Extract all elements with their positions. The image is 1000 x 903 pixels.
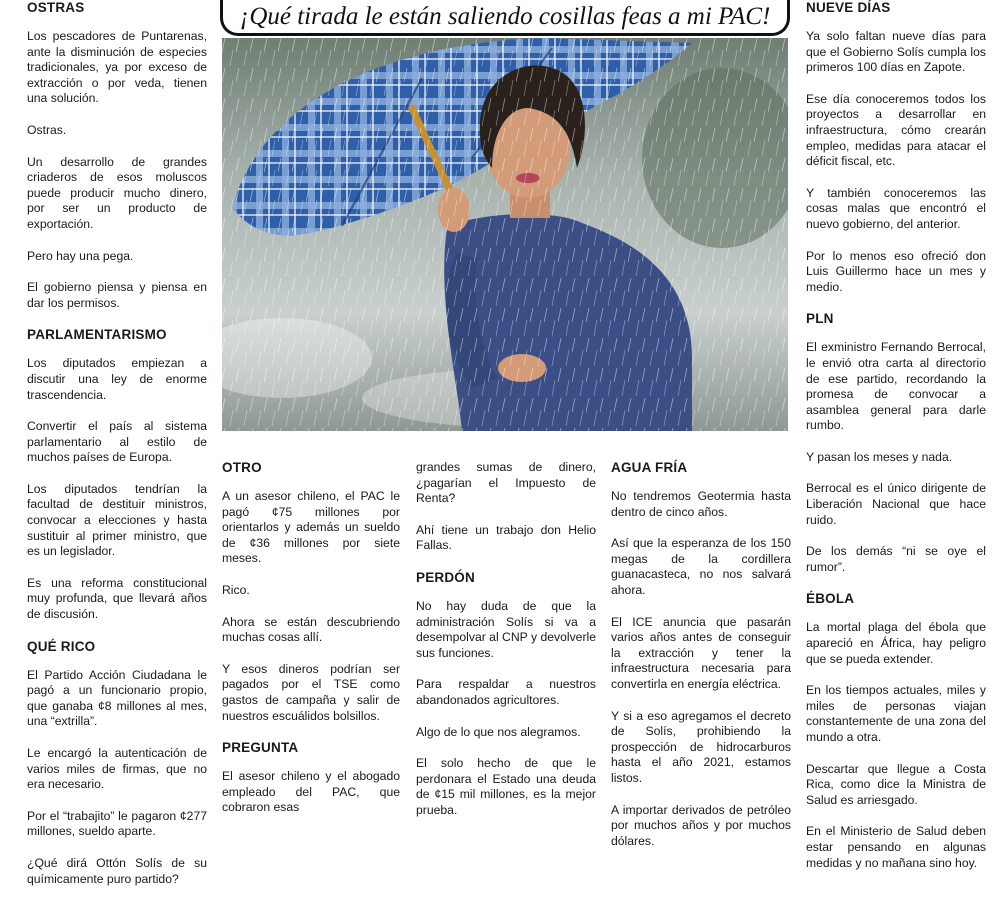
paragraph: Convertir el país al sistema parlamentario al estilo de muchos países de Europa. [27, 419, 207, 465]
rain-umbrella-photo [222, 38, 788, 431]
section-heading: PARLAMENTARISMO [27, 327, 167, 343]
paragraph: Los pescadores de Puntarenas, ante la disminución de especies tradicionales, ya por exceso de extracción o por veda, tienen una solución. [27, 29, 207, 106]
paragraph: grandes sumas de dinero, ¿pagarían el Impuesto de Renta? [416, 460, 596, 506]
paragraph: El ICE anuncia que pasarán varios años antes de conseguir la extracción y tener la infraestructura necesaria para convertirla en energía eléctrica. [611, 614, 791, 691]
paragraph: El gobierno piensa y piensa en dar los permisos. [27, 280, 207, 310]
paragraph: Los diputados empiezan a discutir una ley de enorme trascendencia. [27, 356, 207, 402]
column-4 [611, 460, 791, 865]
paragraph: El solo hecho de que le perdonara el Estado una deuda de ¢15 mil millones, es la mejor prueba. [416, 756, 596, 817]
paragraph: En los tiempos actuales, miles y miles de personas viajan constantemente de una zona del mundo a otra. [806, 683, 986, 744]
paragraph: Le encargó la autenticación de varios miles de firmas, que no era necesario. [27, 746, 207, 792]
paragraph: El asesor chileno y el abogado empleado del PAC, que cobraron esas [222, 769, 400, 815]
paragraph: No tendremos Geotermia hasta dentro de cinco años. [611, 489, 791, 519]
column-1 [27, 0, 207, 903]
section-heading: OSTRAS [27, 0, 85, 15]
paragraph: A importar derivados de petróleo por muchos años y por muchos dólares. [611, 802, 791, 848]
paragraph: Ahora se están descubriendo muchas cosas allí. [222, 614, 400, 645]
paragraph: Por el “trabajito” le pagaron ¢277 millones, sueldo aparte. [27, 808, 207, 839]
paragraph: Para respaldar a nuestros abandonados agricultores. [416, 677, 596, 707]
paragraph: La mortal plaga del ébola que apareció en África, hay peligro que se pueda extender. [806, 620, 986, 666]
paragraph: De los demás “ni se oye el rumor”. [806, 544, 986, 574]
section-heading: PERDÓN [416, 569, 475, 585]
paragraph: Y pasan los meses y nada. [806, 449, 953, 464]
paragraph: Así que la esperanza de los 150 megas de la cordillera guanacasteca, no nos salvará ahora. [611, 536, 791, 597]
column-2 [222, 460, 400, 832]
section-heading: PLN [806, 311, 834, 327]
paragraph: Rico. [222, 582, 250, 597]
paragraph: El Partido Acción Ciudadana le pagó a un funcionario propio, que ganaba ¢8 millones al mes, una “extrilla”. [27, 667, 207, 729]
paragraph: Por lo menos eso ofreció don Luis Guillermo hace un mes y medio. [806, 248, 986, 294]
paragraph: Y esos dineros podrían ser pagados por el TSE como gastos de campaña y salir de nuestros escuálidos bolsillos. [222, 661, 400, 723]
paragraph: Pero hay una pega. [27, 248, 134, 263]
headline: ¡Qué tirada le están saliendo cosillas feas a mi PAC! [239, 2, 771, 30]
paragraph: Ya solo faltan nueve días para que el Gobierno Solís cumpla los primeros 100 días en Zapote. [806, 29, 986, 75]
paragraph: Ostras. [27, 122, 67, 137]
paragraph: Y también conoceremos las cosas malas que encontró el nuevo gobierno, del anterior. [806, 185, 986, 231]
paragraph: Descartar que llegue a Costa Rica, como dice la Ministra de Salud es arriesgado. [806, 761, 986, 807]
headline-banner [220, 0, 790, 36]
paragraph: Y si a eso agregamos el decreto de Solís, prohibiendo la prospección de hidrocarburos hasta el año 2021, estamos listos. [611, 708, 791, 785]
paragraph: Berrocal es el único dirigente de Liberación Nacional que hace ruido. [806, 481, 986, 527]
section-heading: PREGUNTA [222, 740, 299, 756]
paragraph: Los diputados tendrían la facultad de destituir ministros, convocar a elecciones y hasta sustituir al primer ministro, que es un legislador. [27, 481, 207, 559]
paragraph: Ese día conoceremos todos los proyectos a desarrollar en infraestructura, cómo crearán empleo, medidas para atacar el déficit fiscal, etc. [806, 91, 986, 169]
column-3 [416, 460, 596, 835]
paragraph: El exministro Fernando Berrocal, le envió otra carta al directorio de ese partido, recordando la promesa de convocar a asamblea general para darle rumbo. [806, 340, 986, 433]
paragraph: No hay duda de que la administración Solís si va a desempolvar al CNP y devolverle sus funciones. [416, 598, 596, 660]
section-heading: NUEVE DÍAS [806, 0, 891, 15]
paragraph: A un asesor chileno, el PAC le pagó ¢75 millones por orientarlos y además un sueldo de ¢36 millones por siete meses. [222, 489, 400, 566]
paragraph: ¿Qué dirá Ottón Solís de su químicamente puro partido? [27, 855, 207, 886]
paragraph: Algo de lo que nos alegramos. [416, 724, 581, 739]
section-heading: ÉBOLA [806, 591, 855, 607]
section-heading: AGUA FRÍA [611, 460, 688, 475]
column-5 [806, 0, 986, 887]
section-heading: OTRO [222, 460, 262, 475]
paragraph: Es una reforma constitucional muy profunda, que llevará años de discusión. [27, 575, 207, 622]
paragraph: En el Ministerio de Salud deben estar pensando en algunas medidas y no mañana sino hoy. [806, 824, 986, 870]
section-heading: QUÉ RICO [27, 638, 96, 654]
paragraph: Ahí tiene un trabajo don Helio Fallas. [416, 522, 596, 553]
paragraph: Un desarrollo de grandes criaderos de esos moluscos puede producir mucho dinero, por ser un producto de exportación. [27, 154, 207, 231]
